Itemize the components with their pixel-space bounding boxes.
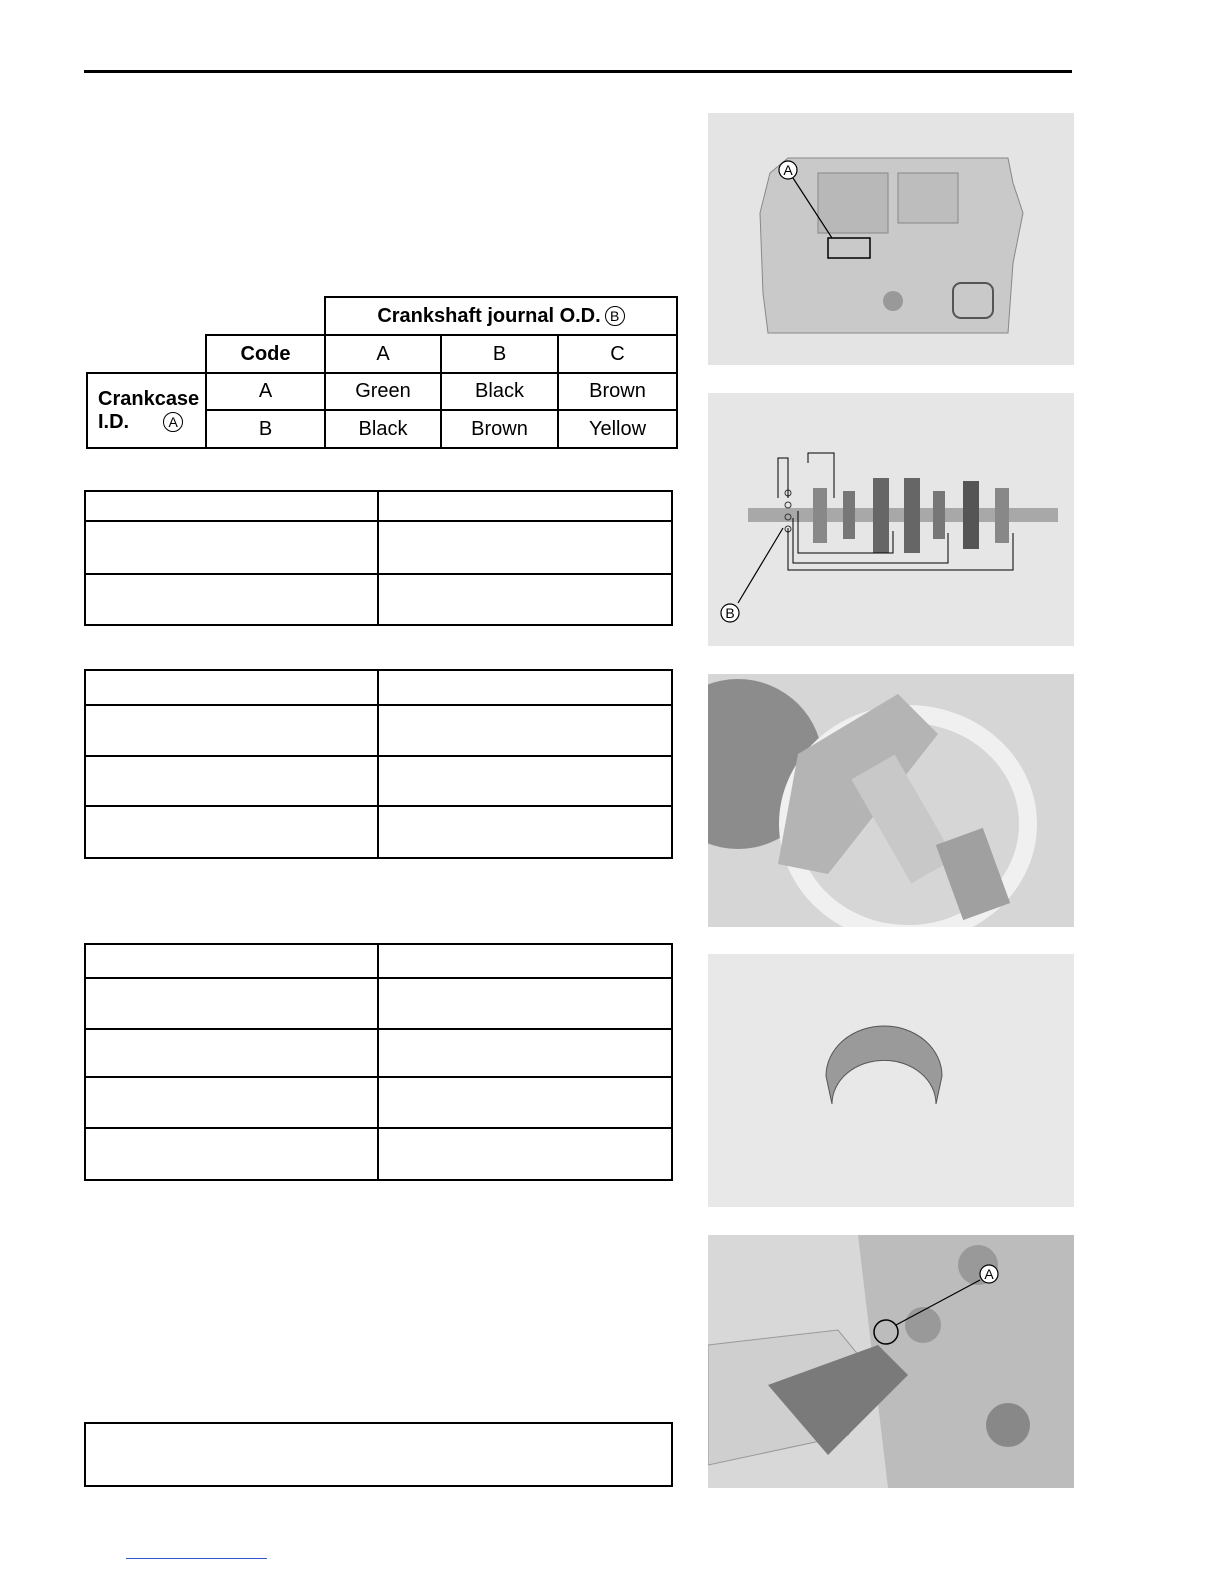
table-cell: Black xyxy=(440,372,559,411)
journal-closeup-illustration xyxy=(708,674,1074,927)
column-header: B xyxy=(440,334,559,374)
code-label: Code xyxy=(240,342,291,365)
crankcase-photo xyxy=(708,113,1074,365)
table-row xyxy=(86,704,671,755)
callout-b-mark: B xyxy=(605,306,625,326)
crankshaft-photo xyxy=(708,393,1074,646)
table-row xyxy=(86,1028,671,1076)
crankcase-illustration xyxy=(708,113,1074,365)
table-row xyxy=(86,520,671,573)
callout-a: A xyxy=(984,1266,994,1282)
table-row xyxy=(86,805,671,857)
table-row xyxy=(86,492,671,520)
table-row xyxy=(86,1076,671,1127)
crankcase-id-header xyxy=(86,372,207,449)
id-label: I.D. xyxy=(98,410,130,433)
crankcase-label: Crankcase xyxy=(98,387,200,410)
table-row xyxy=(86,945,671,977)
bearing-install-photo xyxy=(708,1235,1074,1488)
table-cell: Green xyxy=(324,372,442,411)
column-header: C xyxy=(557,334,678,374)
spec-table-3 xyxy=(84,943,673,1181)
table-cell: Brown xyxy=(440,409,559,449)
table-cell: Yellow xyxy=(557,409,678,449)
crankshaft-journal-label: Crankshaft journal O.D. xyxy=(377,304,601,327)
bearing-selection-table xyxy=(86,296,678,449)
table-cell: Brown xyxy=(557,372,678,411)
table-row xyxy=(86,573,671,624)
journal-closeup-photo xyxy=(708,674,1074,927)
table-row xyxy=(86,1127,671,1179)
spec-table-2 xyxy=(84,669,673,859)
crankshaft-illustration xyxy=(708,393,1074,646)
table-row xyxy=(86,671,671,704)
footer-link-underline[interactable] xyxy=(126,1558,267,1559)
note-box xyxy=(84,1422,673,1487)
table-row xyxy=(86,977,671,1028)
spec-table-1 xyxy=(84,490,673,626)
table-cell: Black xyxy=(324,409,442,449)
bearing-illustration xyxy=(708,954,1074,1207)
bearing-photo xyxy=(708,954,1074,1207)
column-header: A xyxy=(324,334,442,374)
table-row xyxy=(86,755,671,805)
callout-a: A xyxy=(783,162,793,178)
row-code: B xyxy=(205,409,326,449)
code-header xyxy=(205,334,326,374)
crankshaft-journal-header xyxy=(324,296,678,336)
row-code: A xyxy=(205,372,326,411)
callout-b: B xyxy=(725,605,735,621)
callout-a-mark: A xyxy=(163,412,183,432)
bearing-install-illustration xyxy=(708,1235,1074,1488)
header-rule xyxy=(84,70,1072,73)
